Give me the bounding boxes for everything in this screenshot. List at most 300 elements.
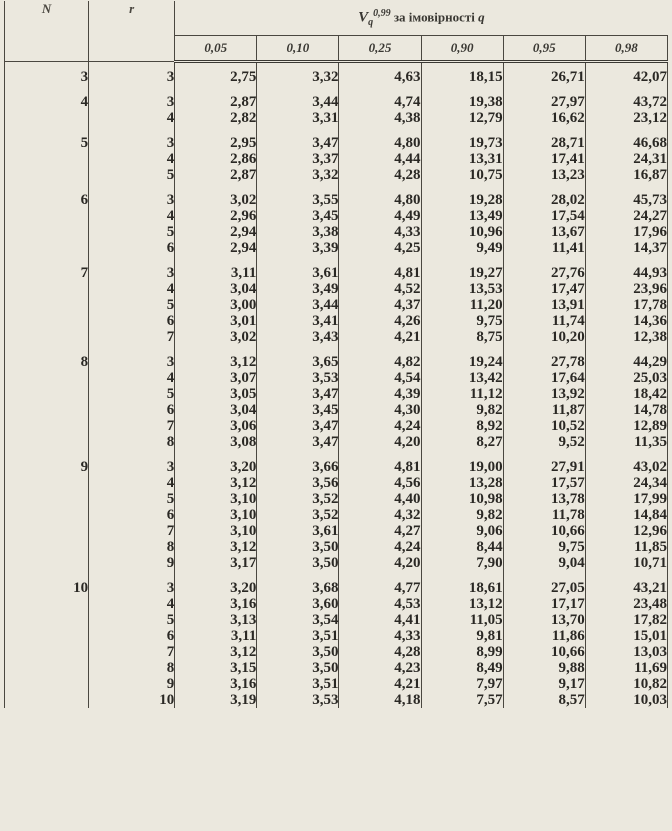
cell-value: 11,85 <box>585 539 667 555</box>
cell-r: 6 <box>89 313 175 329</box>
cell-value: 14,37 <box>585 240 667 256</box>
cell-value: 10,66 <box>503 523 585 539</box>
cell-value: 16,62 <box>503 110 585 126</box>
cell-value: 4,18 <box>339 692 421 708</box>
cell-value: 10,66 <box>503 644 585 660</box>
table-row <box>5 224 668 240</box>
cell-value: 13,42 <box>421 370 503 386</box>
cell-value: 4,74 <box>339 85 421 110</box>
cell-value: 9,82 <box>421 507 503 523</box>
table-row <box>5 507 668 523</box>
table-row <box>5 126 668 151</box>
cell-value: 17,57 <box>503 475 585 491</box>
header-symbol-sup: 0,99 <box>373 8 391 20</box>
cell-value: 3,44 <box>257 297 339 313</box>
cell-value: 7,90 <box>421 555 503 571</box>
cell-n <box>5 240 89 256</box>
cell-value: 3,12 <box>175 345 257 370</box>
quantile-table <box>4 1 668 708</box>
cell-value: 9,04 <box>503 555 585 571</box>
cell-value: 3,47 <box>257 386 339 402</box>
cell-value: 2,95 <box>175 126 257 151</box>
cell-value: 10,52 <box>503 418 585 434</box>
cell-value: 11,12 <box>421 386 503 402</box>
cell-value: 27,05 <box>503 571 585 596</box>
cell-value: 11,41 <box>503 240 585 256</box>
cell-value: 19,24 <box>421 345 503 370</box>
cell-value: 13,03 <box>585 644 667 660</box>
table-row <box>5 418 668 434</box>
cell-value: 42,07 <box>585 62 667 86</box>
cell-value: 3,55 <box>257 183 339 208</box>
cell-value: 3,12 <box>175 539 257 555</box>
cell-r: 3 <box>89 345 175 370</box>
cell-n <box>5 612 89 628</box>
cell-value: 23,96 <box>585 281 667 297</box>
table-row <box>5 297 668 313</box>
cell-r: 6 <box>89 507 175 523</box>
cell-r: 4 <box>89 208 175 224</box>
cell-value: 3,47 <box>257 418 339 434</box>
cell-value: 4,49 <box>339 208 421 224</box>
header-r: r <box>89 1 175 62</box>
cell-value: 3,54 <box>257 612 339 628</box>
cell-value: 2,94 <box>175 224 257 240</box>
cell-value: 4,28 <box>339 167 421 183</box>
cell-value: 4,56 <box>339 475 421 491</box>
cell-value: 3,04 <box>175 281 257 297</box>
cell-value: 13,31 <box>421 151 503 167</box>
cell-value: 4,80 <box>339 126 421 151</box>
cell-r: 9 <box>89 676 175 692</box>
cell-value: 4,41 <box>339 612 421 628</box>
cell-value: 8,75 <box>421 329 503 345</box>
table-row <box>5 386 668 402</box>
table-row <box>5 402 668 418</box>
cell-n <box>5 386 89 402</box>
table-row <box>5 85 668 110</box>
cell-value: 4,32 <box>339 507 421 523</box>
cell-value: 2,87 <box>175 85 257 110</box>
cell-r: 3 <box>89 450 175 475</box>
cell-value: 9,06 <box>421 523 503 539</box>
cell-value: 19,38 <box>421 85 503 110</box>
cell-r: 7 <box>89 644 175 660</box>
cell-value: 3,02 <box>175 183 257 208</box>
cell-value: 9,82 <box>421 402 503 418</box>
header-probability-span <box>175 1 668 36</box>
cell-value: 4,81 <box>339 450 421 475</box>
cell-value: 13,23 <box>503 167 585 183</box>
table-row <box>5 676 668 692</box>
cell-r: 4 <box>89 151 175 167</box>
table-row <box>5 345 668 370</box>
cell-n <box>5 523 89 539</box>
cell-value: 27,91 <box>503 450 585 475</box>
cell-value: 3,19 <box>175 692 257 708</box>
cell-n <box>5 402 89 418</box>
cell-value: 3,49 <box>257 281 339 297</box>
cell-value: 3,53 <box>257 692 339 708</box>
cell-value: 3,08 <box>175 434 257 450</box>
cell-value: 11,69 <box>585 660 667 676</box>
cell-value: 2,96 <box>175 208 257 224</box>
cell-r: 3 <box>89 85 175 110</box>
table-row <box>5 281 668 297</box>
cell-value: 17,41 <box>503 151 585 167</box>
cell-r: 3 <box>89 183 175 208</box>
cell-value: 3,12 <box>175 475 257 491</box>
cell-value: 3,47 <box>257 126 339 151</box>
cell-value: 4,23 <box>339 660 421 676</box>
cell-value: 4,33 <box>339 628 421 644</box>
cell-value: 13,67 <box>503 224 585 240</box>
cell-value: 3,11 <box>175 256 257 281</box>
cell-value: 11,86 <box>503 628 585 644</box>
cell-value: 4,38 <box>339 110 421 126</box>
cell-value: 17,82 <box>585 612 667 628</box>
cell-value: 4,39 <box>339 386 421 402</box>
cell-value: 13,53 <box>421 281 503 297</box>
table-row <box>5 539 668 555</box>
cell-r: 3 <box>89 126 175 151</box>
cell-value: 27,97 <box>503 85 585 110</box>
cell-value: 3,45 <box>257 402 339 418</box>
table-row <box>5 450 668 475</box>
cell-value: 4,20 <box>339 434 421 450</box>
cell-value: 18,42 <box>585 386 667 402</box>
cell-value: 8,99 <box>421 644 503 660</box>
table-row <box>5 523 668 539</box>
cell-value: 43,02 <box>585 450 667 475</box>
cell-value: 3,20 <box>175 571 257 596</box>
table-row <box>5 240 668 256</box>
cell-value: 15,01 <box>585 628 667 644</box>
table-row <box>5 329 668 345</box>
cell-value: 17,64 <box>503 370 585 386</box>
cell-value: 3,20 <box>175 450 257 475</box>
cell-value: 9,52 <box>503 434 585 450</box>
cell-r: 7 <box>89 329 175 345</box>
cell-value: 17,78 <box>585 297 667 313</box>
cell-value: 3,44 <box>257 85 339 110</box>
cell-value: 13,28 <box>421 475 503 491</box>
table-row <box>5 151 668 167</box>
cell-value: 4,25 <box>339 240 421 256</box>
cell-value: 3,51 <box>257 676 339 692</box>
cell-value: 17,17 <box>503 596 585 612</box>
header-q-value: 0,10 <box>257 36 339 62</box>
cell-value: 18,61 <box>421 571 503 596</box>
cell-value: 2,94 <box>175 240 257 256</box>
cell-value: 11,74 <box>503 313 585 329</box>
table-row <box>5 183 668 208</box>
cell-r: 9 <box>89 555 175 571</box>
cell-value: 43,72 <box>585 85 667 110</box>
cell-value: 3,45 <box>257 208 339 224</box>
cell-value: 11,78 <box>503 507 585 523</box>
table-row <box>5 208 668 224</box>
cell-value: 9,49 <box>421 240 503 256</box>
cell-value: 16,87 <box>585 167 667 183</box>
cell-value: 3,61 <box>257 256 339 281</box>
cell-value: 3,52 <box>257 491 339 507</box>
cell-value: 3,12 <box>175 644 257 660</box>
cell-value: 28,02 <box>503 183 585 208</box>
cell-value: 3,11 <box>175 628 257 644</box>
cell-n: 7 <box>5 256 89 281</box>
table-row <box>5 612 668 628</box>
cell-value: 11,87 <box>503 402 585 418</box>
table-header <box>5 1 668 62</box>
cell-value: 10,03 <box>585 692 667 708</box>
cell-value: 24,27 <box>585 208 667 224</box>
cell-n <box>5 644 89 660</box>
cell-value: 17,54 <box>503 208 585 224</box>
cell-value: 19,28 <box>421 183 503 208</box>
cell-r: 8 <box>89 539 175 555</box>
header-symbol-sub: q <box>368 16 374 28</box>
cell-value: 11,05 <box>421 612 503 628</box>
cell-r: 5 <box>89 386 175 402</box>
cell-value: 13,70 <box>503 612 585 628</box>
cell-n <box>5 281 89 297</box>
cell-value: 3,53 <box>257 370 339 386</box>
cell-r: 6 <box>89 628 175 644</box>
cell-value: 14,78 <box>585 402 667 418</box>
cell-r: 5 <box>89 167 175 183</box>
cell-value: 43,21 <box>585 571 667 596</box>
cell-value: 17,99 <box>585 491 667 507</box>
cell-value: 10,96 <box>421 224 503 240</box>
cell-value: 3,05 <box>175 386 257 402</box>
cell-value: 4,24 <box>339 418 421 434</box>
cell-r: 3 <box>89 571 175 596</box>
cell-n <box>5 418 89 434</box>
header-symbol: V <box>358 9 369 26</box>
table-body <box>5 62 668 709</box>
cell-n <box>5 555 89 571</box>
header-q-value: 0,98 <box>585 36 667 62</box>
cell-value: 4,40 <box>339 491 421 507</box>
cell-n <box>5 692 89 708</box>
cell-value: 19,73 <box>421 126 503 151</box>
cell-r: 8 <box>89 660 175 676</box>
table-row <box>5 491 668 507</box>
cell-n <box>5 491 89 507</box>
cell-value: 9,81 <box>421 628 503 644</box>
cell-value: 3,01 <box>175 313 257 329</box>
cell-r: 8 <box>89 434 175 450</box>
cell-value: 4,21 <box>339 329 421 345</box>
cell-value: 3,68 <box>257 571 339 596</box>
header-span-text: за імовірності <box>393 9 475 25</box>
table-row <box>5 660 668 676</box>
cell-value: 3,15 <box>175 660 257 676</box>
cell-value: 8,27 <box>421 434 503 450</box>
cell-value: 3,50 <box>257 660 339 676</box>
cell-value: 17,96 <box>585 224 667 240</box>
header-q-value: 0,25 <box>339 36 421 62</box>
cell-value: 4,54 <box>339 370 421 386</box>
header-span-var: q <box>478 9 485 25</box>
cell-value: 3,37 <box>257 151 339 167</box>
cell-value: 8,57 <box>503 692 585 708</box>
cell-value: 23,12 <box>585 110 667 126</box>
cell-value: 3,52 <box>257 507 339 523</box>
cell-value: 3,39 <box>257 240 339 256</box>
cell-value: 25,03 <box>585 370 667 386</box>
cell-r: 3 <box>89 256 175 281</box>
cell-value: 10,71 <box>585 555 667 571</box>
cell-value: 4,82 <box>339 345 421 370</box>
table-row <box>5 644 668 660</box>
cell-value: 13,12 <box>421 596 503 612</box>
cell-value: 9,75 <box>503 539 585 555</box>
cell-value: 3,16 <box>175 596 257 612</box>
cell-value: 3,17 <box>175 555 257 571</box>
cell-n <box>5 313 89 329</box>
header-q-value: 0,95 <box>503 36 585 62</box>
cell-value: 24,31 <box>585 151 667 167</box>
cell-r: 10 <box>89 692 175 708</box>
cell-n <box>5 676 89 692</box>
cell-value: 3,32 <box>257 167 339 183</box>
cell-value: 3,10 <box>175 507 257 523</box>
cell-value: 3,10 <box>175 491 257 507</box>
cell-n <box>5 370 89 386</box>
cell-value: 3,38 <box>257 224 339 240</box>
cell-value: 11,20 <box>421 297 503 313</box>
cell-value: 4,81 <box>339 256 421 281</box>
cell-value: 4,27 <box>339 523 421 539</box>
cell-value: 3,13 <box>175 612 257 628</box>
cell-value: 3,32 <box>257 62 339 86</box>
cell-value: 10,20 <box>503 329 585 345</box>
cell-value: 45,73 <box>585 183 667 208</box>
cell-value: 13,49 <box>421 208 503 224</box>
cell-value: 12,38 <box>585 329 667 345</box>
cell-value: 4,63 <box>339 62 421 86</box>
cell-value: 3,60 <box>257 596 339 612</box>
cell-value: 19,00 <box>421 450 503 475</box>
cell-value: 3,66 <box>257 450 339 475</box>
cell-value: 4,26 <box>339 313 421 329</box>
cell-value: 3,43 <box>257 329 339 345</box>
cell-value: 3,51 <box>257 628 339 644</box>
cell-value: 3,06 <box>175 418 257 434</box>
table-row <box>5 692 668 708</box>
cell-value: 3,07 <box>175 370 257 386</box>
cell-value: 24,34 <box>585 475 667 491</box>
cell-value: 44,29 <box>585 345 667 370</box>
header-q-value: 0,05 <box>175 36 257 62</box>
cell-value: 4,53 <box>339 596 421 612</box>
cell-r: 4 <box>89 370 175 386</box>
cell-value: 8,92 <box>421 418 503 434</box>
table-row <box>5 571 668 596</box>
cell-value: 3,31 <box>257 110 339 126</box>
cell-r: 5 <box>89 612 175 628</box>
header-n: N <box>5 1 89 62</box>
table-row <box>5 370 668 386</box>
cell-value: 4,77 <box>339 571 421 596</box>
cell-r: 7 <box>89 418 175 434</box>
cell-value: 2,87 <box>175 167 257 183</box>
cell-value: 14,84 <box>585 507 667 523</box>
cell-value: 9,17 <box>503 676 585 692</box>
cell-value: 4,28 <box>339 644 421 660</box>
table-row <box>5 628 668 644</box>
cell-value: 26,71 <box>503 62 585 86</box>
cell-r: 4 <box>89 596 175 612</box>
cell-value: 12,89 <box>585 418 667 434</box>
cell-value: 3,61 <box>257 523 339 539</box>
cell-r: 5 <box>89 491 175 507</box>
cell-n <box>5 596 89 612</box>
cell-value: 3,65 <box>257 345 339 370</box>
cell-value: 4,20 <box>339 555 421 571</box>
table-row <box>5 167 668 183</box>
table-row <box>5 475 668 491</box>
table-row <box>5 256 668 281</box>
cell-r: 4 <box>89 475 175 491</box>
cell-value: 4,21 <box>339 676 421 692</box>
cell-value: 3,50 <box>257 555 339 571</box>
cell-n <box>5 434 89 450</box>
cell-value: 3,10 <box>175 523 257 539</box>
cell-r: 7 <box>89 523 175 539</box>
cell-value: 7,57 <box>421 692 503 708</box>
cell-value: 3,50 <box>257 644 339 660</box>
cell-value: 3,04 <box>175 402 257 418</box>
cell-n <box>5 539 89 555</box>
cell-n <box>5 475 89 491</box>
cell-value: 4,80 <box>339 183 421 208</box>
table-row <box>5 434 668 450</box>
cell-n: 4 <box>5 85 89 110</box>
cell-value: 4,44 <box>339 151 421 167</box>
cell-r: 5 <box>89 224 175 240</box>
cell-value: 28,71 <box>503 126 585 151</box>
cell-value: 27,76 <box>503 256 585 281</box>
cell-value: 8,49 <box>421 660 503 676</box>
cell-n: 6 <box>5 183 89 208</box>
cell-r: 4 <box>89 110 175 126</box>
table-row <box>5 596 668 612</box>
cell-value: 10,75 <box>421 167 503 183</box>
cell-n: 9 <box>5 450 89 475</box>
cell-value: 44,93 <box>585 256 667 281</box>
cell-r: 6 <box>89 240 175 256</box>
cell-value: 19,27 <box>421 256 503 281</box>
cell-n: 5 <box>5 126 89 151</box>
cell-value: 2,75 <box>175 62 257 86</box>
cell-value: 2,82 <box>175 110 257 126</box>
cell-value: 4,33 <box>339 224 421 240</box>
cell-value: 11,35 <box>585 434 667 450</box>
cell-n <box>5 507 89 523</box>
cell-value: 17,47 <box>503 281 585 297</box>
cell-value: 46,68 <box>585 126 667 151</box>
cell-value: 13,78 <box>503 491 585 507</box>
cell-n <box>5 167 89 183</box>
cell-value: 13,92 <box>503 386 585 402</box>
header-q-value: 0,90 <box>421 36 503 62</box>
cell-value: 9,88 <box>503 660 585 676</box>
cell-value: 3,02 <box>175 329 257 345</box>
cell-r: 4 <box>89 281 175 297</box>
